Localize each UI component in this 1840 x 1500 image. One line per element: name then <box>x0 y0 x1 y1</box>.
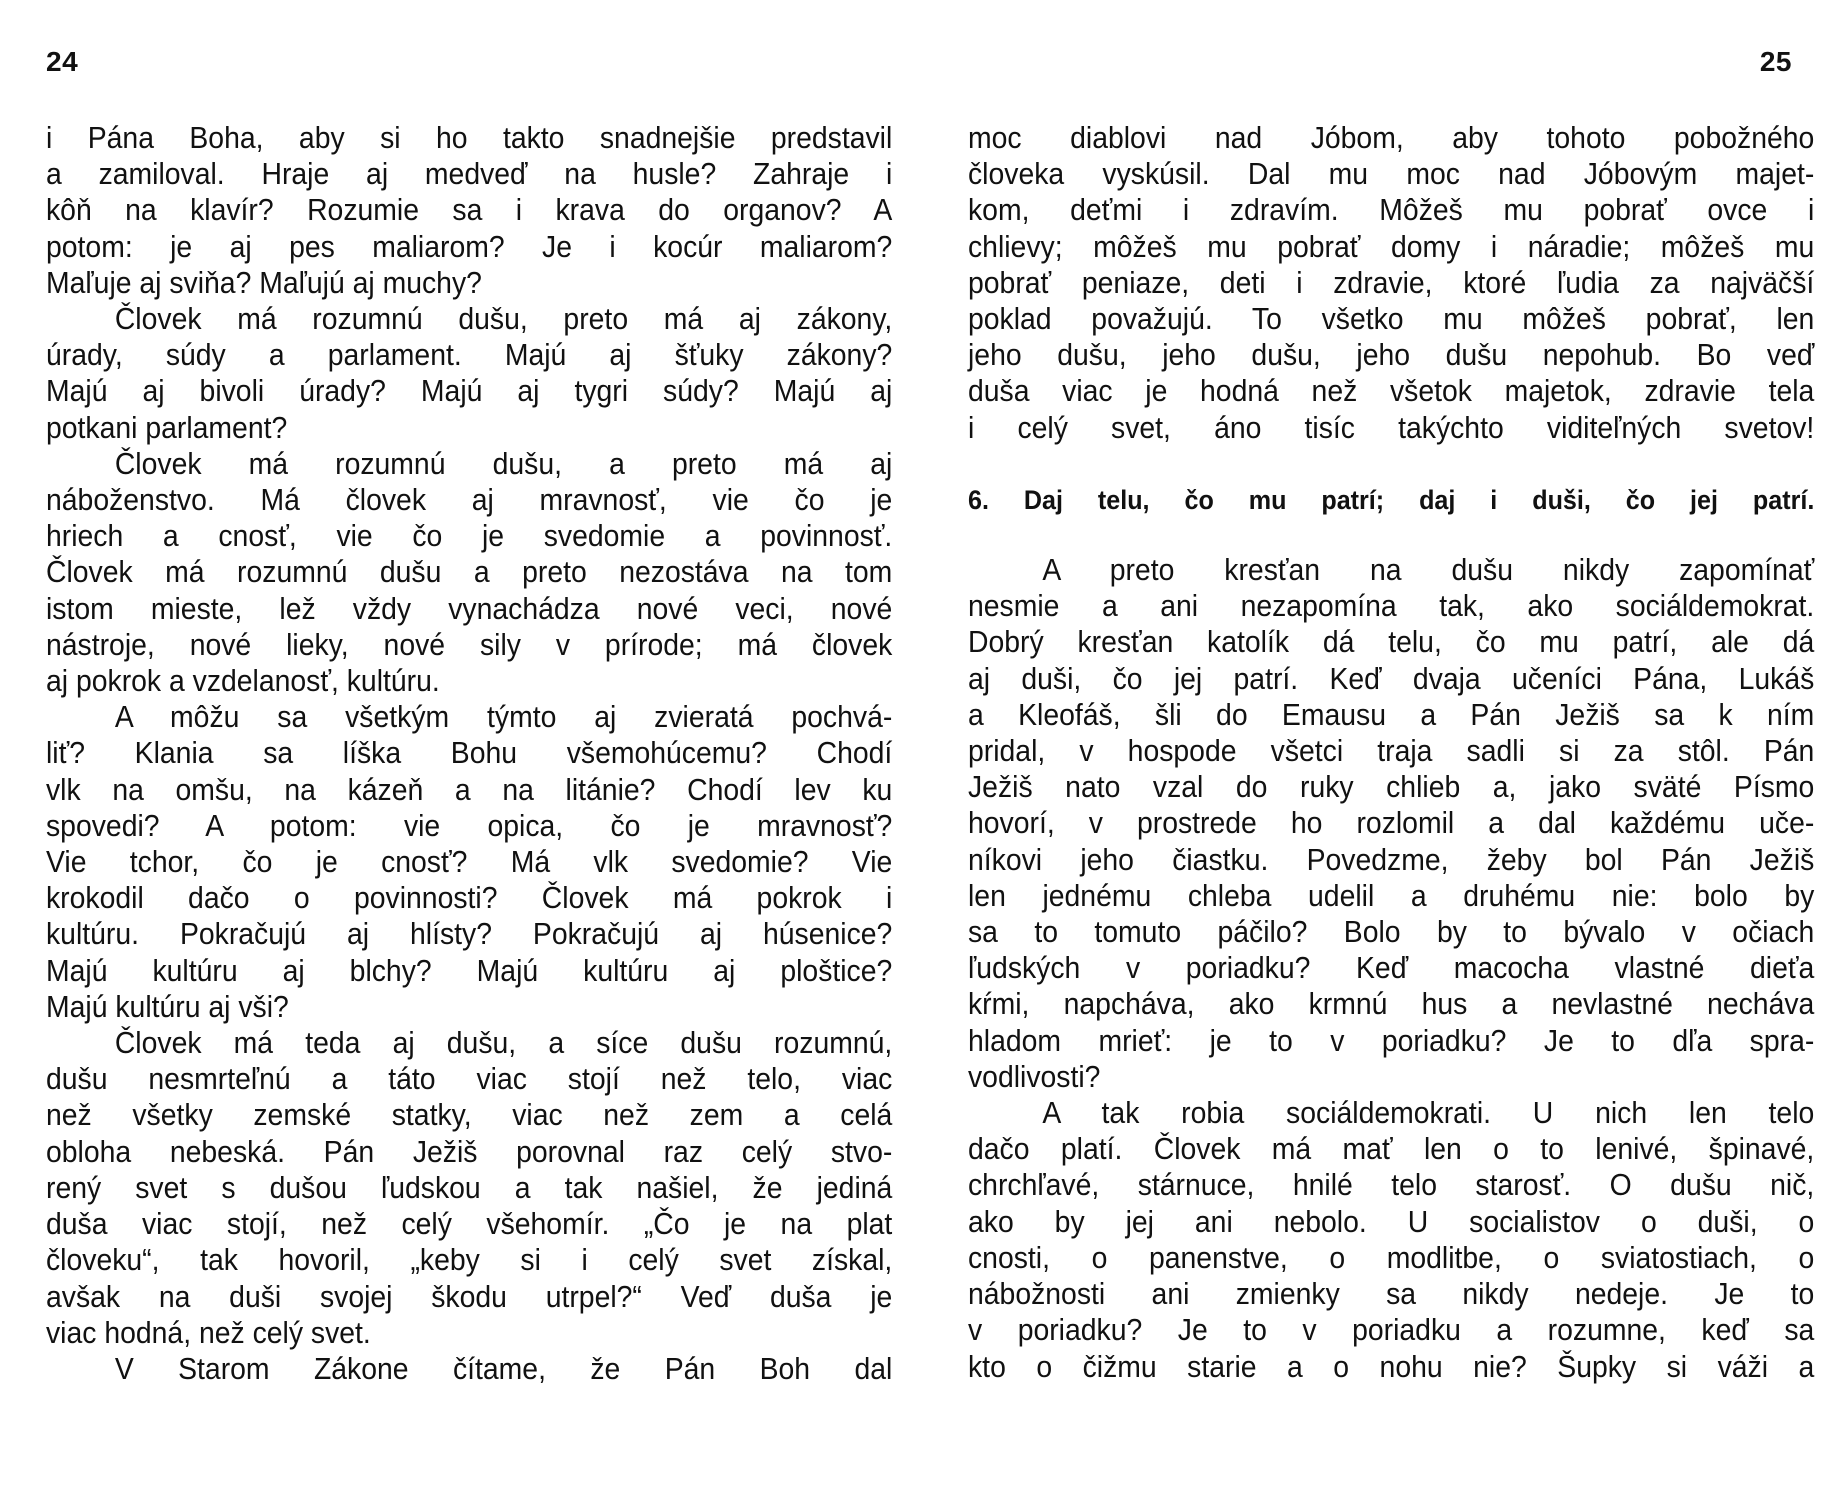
text-line: Maľuje aj sviňa? Maľujú aj muchy? <box>46 265 482 300</box>
right-page <box>940 0 1840 1500</box>
text-line: cnosti, o panenstve, o modlitbe, o sviatostiach, o <box>968 1240 1815 1275</box>
text-line: jeho dušu, jeho dušu, jeho dušu nepohub. Bo veď <box>968 338 1815 373</box>
text-line: Človek má rozumnú dušu a preto nezostáva na tom <box>46 555 893 590</box>
text-line: nesmie a ani nezapomína tak, ako sociáldemokrat. <box>968 589 1815 624</box>
text-line: človeka vyskúsil. Dal mu moc nad Jóbovým majet- <box>968 157 1815 192</box>
text-line: než všetky zemské statky, viac než zem a celá <box>46 1098 893 1133</box>
text-line: sa to tomuto páčilo? Bolo by to bývalo v očiach <box>968 915 1815 950</box>
text-line: kŕmi, napcháva, ako krmnú hus a nevlastné necháva <box>968 987 1815 1022</box>
text-line: vodlivosti? <box>968 1059 1101 1094</box>
text-line: Majú aj bivoli úrady? Majú aj tygri súdy? Majú aj <box>46 374 893 409</box>
text-line: hriech a cnosť, vie čo je svedomie a povinnosť. <box>46 519 893 554</box>
text-line: aj duši, čo jej patrí. Keď dvaja učeníci Pána, Lukáš <box>968 661 1815 696</box>
text-line: hladom mrieť: je to v poriadku? Je to dľa spra- <box>968 1023 1815 1058</box>
text-line: duša viac je hodná než všetok majetok, zdravie tela <box>968 374 1815 409</box>
text-line: A preto kresťan na dušu nikdy zapomínať <box>1042 553 1815 588</box>
text-line: aj pokrok a vzdelanosť, kultúru. <box>46 664 440 699</box>
text-line: i Pána Boha, aby si ho takto snadnejšie predstavil <box>46 121 893 155</box>
text-line: človeku“, tak hovoril, „keby si i celý svet získal, <box>46 1243 893 1278</box>
text-line: ako by jej ani nebolo. U socialistov o duši, o <box>968 1204 1815 1239</box>
text-line: vlk na omšu, na kázeň a na litánie? Chodí lev ku <box>46 772 893 807</box>
text-line: úrady, súdy a parlament. Majú aj šťuky zákony? <box>46 338 893 373</box>
text-line: chrchľavé, stárnuce, hnilé telo starosť. O dušu nič, <box>968 1168 1815 1203</box>
text-line: V Starom Zákone čítame, že Pán Boh dal <box>114 1351 893 1386</box>
text-line: istom mieste, lež vždy vynachádza nové veci, nové <box>46 591 893 626</box>
text-line: pridal, v hospode všetci traja sadli si za stôl. Pán <box>968 734 1815 769</box>
text-line: Vie tchor, čo je cnosť? Má vlk svedomie? Vie <box>46 845 893 880</box>
text-line: viac hodná, než celý svet. <box>46 1315 371 1350</box>
text-line: a zamiloval. Hraje aj medveď na husle? Zahraje i <box>46 157 893 192</box>
text-line: poklad považujú. To všetko mu môžeš pobrať, len <box>968 302 1815 337</box>
text-line: hovorí, v prostrede ho rozlomil a dal každému uče- <box>968 806 1815 841</box>
text-line: kto o čižmu starie a o nohu nie? Šupky si váži a <box>968 1349 1815 1384</box>
text-line: kultúru. Pokračujú aj hlísty? Pokračujú aj húsenice? <box>46 917 893 952</box>
text-line: v poriadku? Je to v poriadku a rozumne, keď sa <box>968 1313 1815 1348</box>
text-line: krokodil dačo o povinnosti? Človek má pokrok i <box>46 881 893 916</box>
text-line: Ježiš nato vzal do ruky chlieb a, jako sväté Písmo <box>968 770 1815 805</box>
text-line: Človek má teda aj dušu, a síce dušu rozumnú, <box>114 1026 893 1061</box>
text-line: potom: je aj pes maliarom? Je i kocúr maliarom? <box>46 229 893 264</box>
text-line: dačo platí. Človek má mať len o to lenivé, špinavé, <box>968 1132 1815 1167</box>
text-line: kom, deťmi i zdravím. Môžeš mu pobrať ovce i <box>968 193 1815 228</box>
text-line: liť? Klania sa líška Bohu všemohúcemu? Chodí <box>46 736 893 771</box>
text-line: rený svet s dušou ľudskou a tak našiel, že jediná <box>46 1170 893 1205</box>
text-line: len jednému chleba udelil a druhému nie: bolo by <box>968 878 1815 913</box>
text-line: nábožnosti ani zmienky sa nikdy nedeje. Je to <box>968 1277 1815 1312</box>
text-line: pobrať peniaze, deti i zdravie, ktoré ľudia za najväčší <box>968 265 1815 300</box>
text-line: kôň na klavír? Rozumie sa i krava do organov? A <box>46 193 893 228</box>
text-line: chlievy; môžeš mu pobrať domy i náradie; môžeš mu <box>968 229 1815 264</box>
text-line: A tak robia sociáldemokrati. U nich len telo <box>1042 1096 1815 1131</box>
text-line: A môžu sa všetkým týmto aj zvieratá pochvá- <box>114 700 893 735</box>
text-line: dušu nesmrteľnú a táto viac stojí než telo, viac <box>46 1062 893 1097</box>
left-page <box>0 0 900 1500</box>
text-line: obloha nebeská. Pán Ježiš porovnal raz celý stvo- <box>46 1134 893 1169</box>
text-line: avšak na duši svojej škodu utrpel?“ Veď duša je <box>46 1279 893 1314</box>
text-line: Majú kultúru aj vši? <box>46 989 289 1024</box>
text-line: náboženstvo. Má človek aj mravnosť, vie čo je <box>46 483 893 518</box>
section-heading: 6. Daj telu, čo mu patrí; daj i duši, čo jej patrí. <box>968 484 1815 515</box>
text-line: ľudských v poriadku? Keď macocha vlastné dieťa <box>968 951 1815 986</box>
text-line: Človek má rozumnú dušu, preto má aj zákony, <box>114 302 893 337</box>
text-line: Dobrý kresťan katolík dá telu, čo mu patrí, ale dá <box>968 625 1815 660</box>
text-line: moc diablovi nad Jóbom, aby tohoto pobožného <box>968 121 1815 155</box>
text-line: duša viac stojí, než celý všehomír. „Čo je na plat <box>46 1207 893 1242</box>
text-line: nástroje, nové lieky, nové sily v prírode; má človek <box>46 627 893 662</box>
text-line: spovedi? A potom: vie opica, čo je mravnosť? <box>46 808 893 843</box>
left-page-text <box>46 120 892 1387</box>
text-line: potkani parlament? <box>46 410 288 445</box>
page-number-right: 25 <box>1759 46 1792 77</box>
page-number-left: 24 <box>46 46 79 77</box>
text-line: Človek má rozumnú dušu, a preto má aj <box>114 446 893 481</box>
text-line: i celý svet, áno tisíc takýchto viditeľných svetov! <box>968 410 1815 445</box>
text-line: a Kleofáš, šli do Emausu a Pán Ježiš sa k ním <box>968 697 1815 732</box>
text-line: níkovi jeho čiastku. Povedzme, žeby bol Pán Ježiš <box>968 842 1815 877</box>
text-line: Majú kultúru aj blchy? Majú kultúru aj ploštice? <box>46 953 893 988</box>
right-page-text <box>968 120 1814 1385</box>
